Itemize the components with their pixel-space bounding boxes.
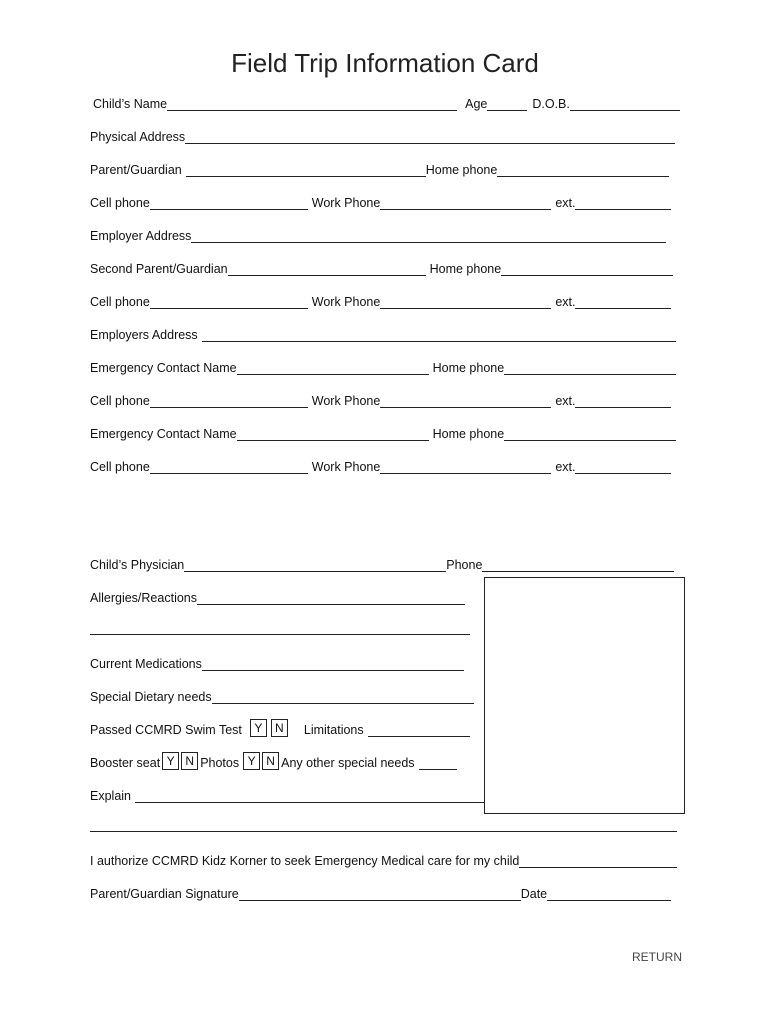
row-physical-address <box>90 124 675 144</box>
physician-label: Child’s Physician <box>90 558 185 572</box>
special-needs-label: Any other special needs <box>281 756 415 770</box>
home-phone-field[interactable] <box>497 163 669 177</box>
swim-yes-box[interactable]: Y <box>250 719 267 737</box>
photo-box[interactable] <box>484 577 685 814</box>
date-label: Date <box>520 887 548 901</box>
dob-field[interactable] <box>570 97 680 111</box>
age-label: Age <box>465 97 488 111</box>
row-cell-work-4 <box>90 454 671 474</box>
home-phone-field[interactable] <box>504 427 676 441</box>
parent-guardian-field[interactable] <box>186 163 426 177</box>
row-emergency-contact-2 <box>90 421 676 441</box>
cell-phone-label: Cell phone <box>90 295 150 309</box>
work-phone-label: Work Phone <box>311 394 381 408</box>
second-parent-label: Second Parent/Guardian <box>90 262 228 276</box>
swim-no-box[interactable]: N <box>271 719 288 737</box>
home-phone-field[interactable] <box>501 262 673 276</box>
work-phone-field[interactable] <box>380 196 551 210</box>
ext-field[interactable] <box>575 295 671 309</box>
work-phone-label: Work Phone <box>311 295 381 309</box>
physical-address-label: Physical Address <box>90 130 186 144</box>
parent-guardian-label: Parent/Guardian <box>90 163 182 177</box>
second-parent-field[interactable] <box>228 262 426 276</box>
allergies-field[interactable] <box>197 591 465 605</box>
row-swim-test <box>90 717 470 737</box>
work-phone-label: Work Phone <box>311 460 381 474</box>
row-child-name <box>93 91 680 111</box>
row-second-parent <box>90 256 673 276</box>
ext-field[interactable] <box>575 196 671 210</box>
dietary-field[interactable] <box>212 690 474 704</box>
authorize-field[interactable] <box>519 854 677 868</box>
special-needs-field[interactable] <box>419 756 457 770</box>
phone-label: Phone <box>446 558 483 572</box>
return-label[interactable]: RETURN <box>632 950 682 964</box>
age-field[interactable] <box>487 97 527 111</box>
work-phone-label: Work Phone <box>311 196 381 210</box>
medications-label: Current Medications <box>90 657 202 671</box>
emergency-contact-field[interactable] <box>237 361 429 375</box>
medications-field[interactable] <box>202 657 464 671</box>
row-authorize <box>90 848 677 868</box>
work-phone-field[interactable] <box>380 394 551 408</box>
row-cell-work-2 <box>90 289 671 309</box>
emergency-contact-label: Emergency Contact Name <box>90 361 237 375</box>
ext-field[interactable] <box>575 394 671 408</box>
row-cell-work-1 <box>90 190 671 210</box>
employers-address-field[interactable] <box>202 328 676 342</box>
cell-phone-label: Cell phone <box>90 460 150 474</box>
row-allergies <box>90 585 465 605</box>
dob-label: D.O.B. <box>532 97 570 111</box>
employer-address-label: Employer Address <box>90 229 192 243</box>
ext-label: ext. <box>555 394 576 408</box>
employers-address-label: Employers Address <box>90 328 198 342</box>
work-phone-field[interactable] <box>380 460 551 474</box>
dietary-label: Special Dietary needs <box>90 690 212 704</box>
row-medications <box>90 651 464 671</box>
row-dietary <box>90 684 474 704</box>
home-phone-label: Home phone <box>429 262 502 276</box>
row-emergency-contact-1 <box>90 355 676 375</box>
row-employer-address <box>90 223 666 243</box>
explain-extra-line[interactable] <box>90 831 677 832</box>
page-title: Field Trip Information Card <box>231 48 539 78</box>
explain-label: Explain <box>90 789 131 803</box>
ext-label: ext. <box>555 460 576 474</box>
home-phone-label: Home phone <box>425 163 498 177</box>
photos-yes-box[interactable]: Y <box>243 752 260 770</box>
row-booster-photos <box>90 750 457 770</box>
childs-name-field[interactable] <box>167 97 457 111</box>
work-phone-field[interactable] <box>380 295 551 309</box>
cell-phone-field[interactable] <box>150 196 308 210</box>
physician-field[interactable] <box>184 558 446 572</box>
photos-no-box[interactable]: N <box>262 752 279 770</box>
row-employers-address <box>90 322 676 342</box>
cell-phone-field[interactable] <box>150 460 308 474</box>
cell-phone-label: Cell phone <box>90 196 150 210</box>
ext-label: ext. <box>555 196 576 210</box>
swim-test-label: Passed CCMRD Swim Test <box>90 723 242 737</box>
date-field[interactable] <box>547 887 671 901</box>
photos-label: Photos <box>200 756 240 770</box>
childs-name-label: Child’s Name <box>93 97 168 111</box>
ext-field[interactable] <box>575 460 671 474</box>
row-physician <box>90 552 674 572</box>
cell-phone-field[interactable] <box>150 394 308 408</box>
cell-phone-field[interactable] <box>150 295 308 309</box>
booster-no-box[interactable]: N <box>181 752 198 770</box>
home-phone-field[interactable] <box>504 361 676 375</box>
row-explain <box>90 783 484 803</box>
signature-field[interactable] <box>239 887 521 901</box>
home-phone-label: Home phone <box>432 361 505 375</box>
explain-field[interactable] <box>135 789 484 803</box>
booster-yes-box[interactable]: Y <box>162 752 179 770</box>
emergency-contact-field[interactable] <box>237 427 429 441</box>
home-phone-label: Home phone <box>432 427 505 441</box>
limitations-field[interactable] <box>368 723 470 737</box>
employer-address-field[interactable] <box>191 229 666 243</box>
allergies-label: Allergies/Reactions <box>90 591 197 605</box>
limitations-label: Limitations <box>303 723 364 737</box>
row-parent-guardian <box>90 157 669 177</box>
row-signature <box>90 881 671 901</box>
authorize-label: I authorize CCMRD Kidz Korner to seek Emergency Medical care for my child <box>90 854 520 868</box>
signature-label: Parent/Guardian Signature <box>90 887 239 901</box>
row-cell-work-3 <box>90 388 671 408</box>
booster-seat-label: Booster seat <box>90 756 161 770</box>
allergies-extra-line[interactable] <box>90 621 470 635</box>
physician-phone-field[interactable] <box>482 558 674 572</box>
physical-address-field[interactable] <box>185 130 675 144</box>
ext-label: ext. <box>555 295 576 309</box>
cell-phone-label: Cell phone <box>90 394 150 408</box>
emergency-contact-label: Emergency Contact Name <box>90 427 237 441</box>
